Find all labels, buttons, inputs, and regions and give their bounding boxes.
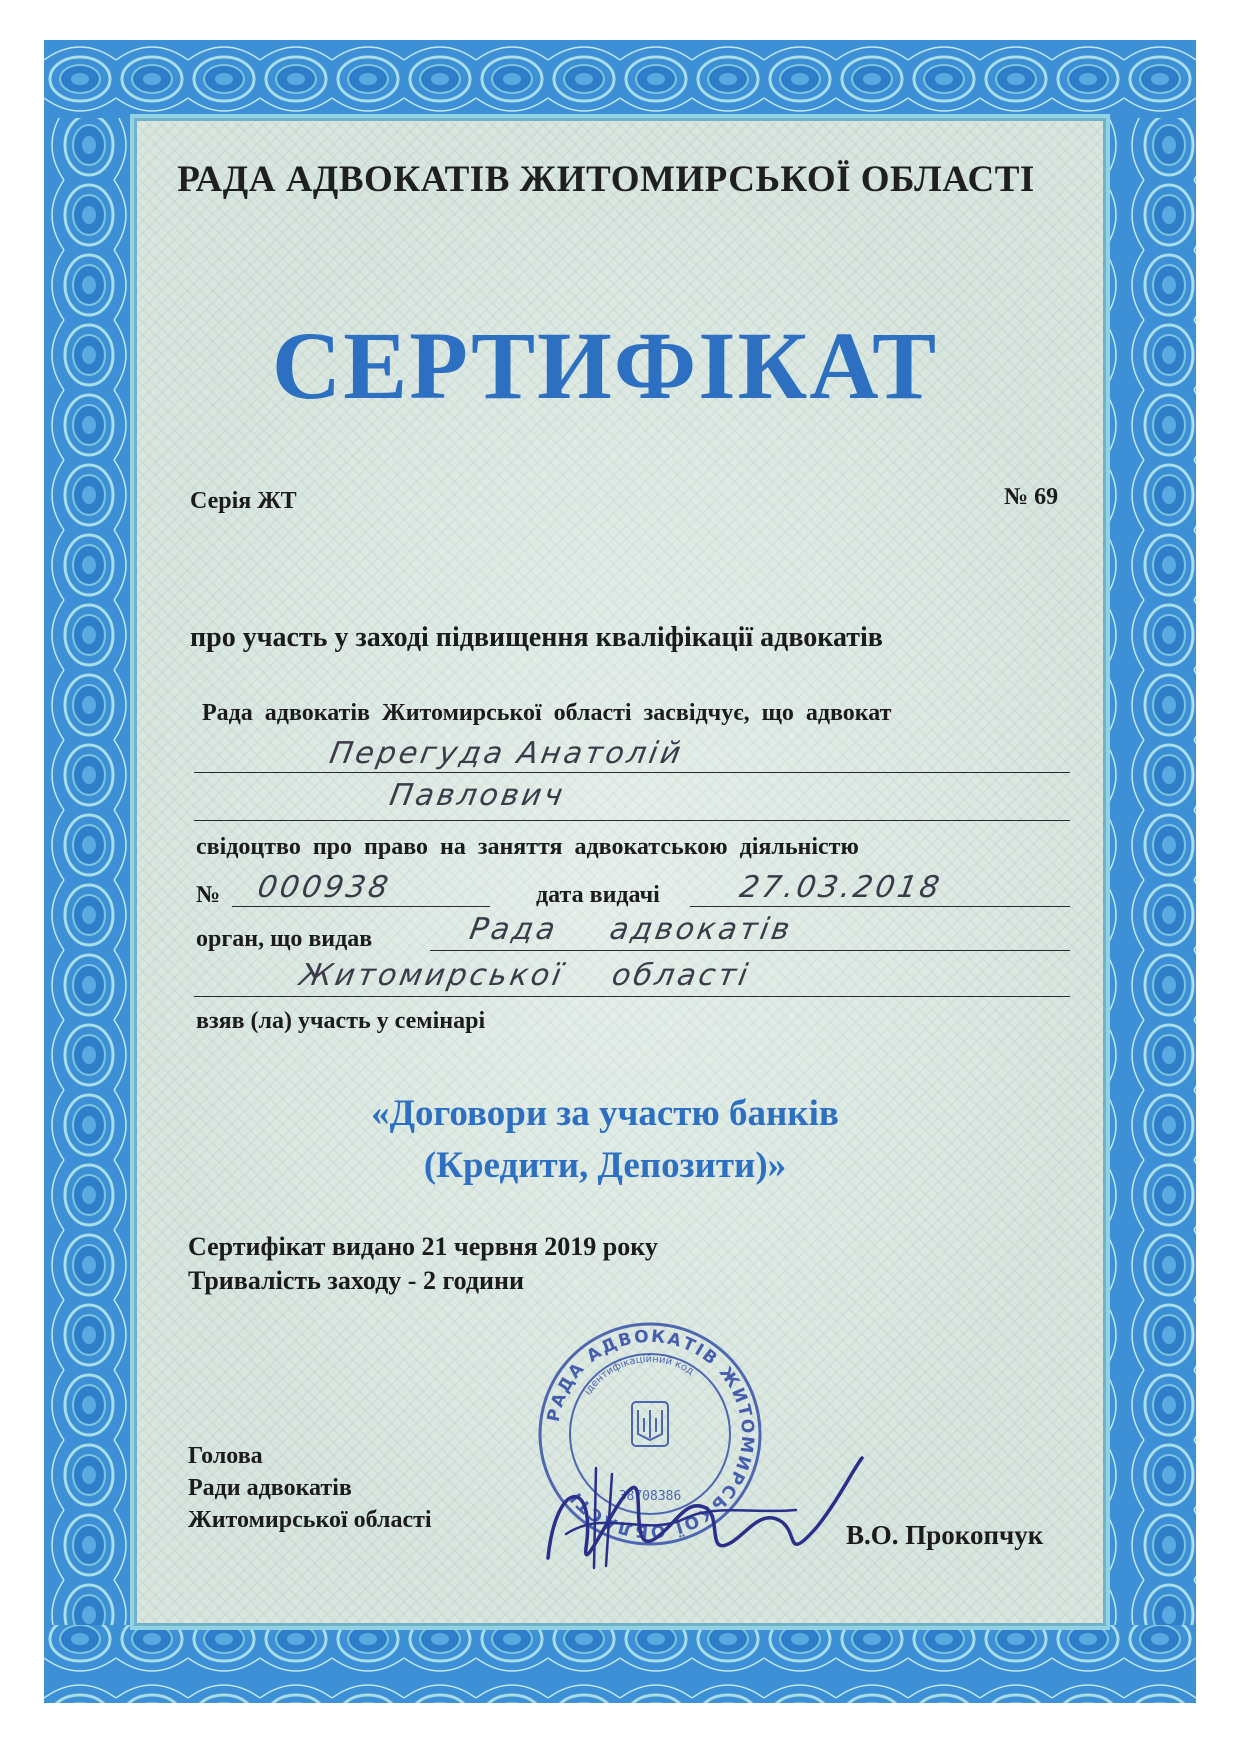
seminar-title [140,1088,1070,1192]
issued-date: Сертифікат видано 21 червня 2019 року [188,1232,658,1261]
issue-date-value: 27.03.2018 [736,870,945,905]
participation-text: взяв (ла) участь у семінарі [196,1008,486,1034]
fill-line [194,820,1070,821]
fill-line [232,906,490,907]
stamp-inner-text: ідентифікаційний код [582,1353,696,1398]
signer-role [188,1440,432,1536]
certificate-purpose: про участь у заході підвищення кваліфікації адвокатів [190,622,883,653]
stamp-code: 38708386 [618,1489,682,1504]
issuer-label: орган, що видав [196,926,373,952]
license-number-value: 000938 [254,870,394,905]
signer-role-line3: Житомирської області [188,1507,432,1533]
signer-role-line1: Голова [188,1443,263,1469]
seminar-title-line2: (Кредити, Депозити)» [423,1145,787,1186]
issuer-line1: Рада адвокатів [466,912,796,947]
handwritten-signature [536,1438,866,1588]
license-text: свідоцтво про право на заняття адвокатською діяльністю [196,834,859,860]
fill-line [194,996,1070,997]
series-label: Серія ЖТ [190,488,297,514]
signer-name: В.О. Прокопчук [846,1520,1044,1550]
issuer-line2: Житомирської області [296,958,754,993]
organization-title: РАДА АДВОКАТІВ ЖИТОМИРСЬКОЇ ОБЛАСТІ [177,159,1035,200]
license-number-label: № [196,882,221,908]
issue-date-label: дата видачі [536,882,660,908]
stamp-text: РАДА АДВОКАТІВ ЖИТОМИРСЬКОЇ ОБЛАСТІ [543,1326,758,1542]
seminar-title-line1: «Договори за участю банків [371,1093,839,1134]
certifies-text: Рада адвокатів Житомирської області засвідчує, що адвокат [202,700,892,726]
holder-name-line1: Перегуда Анатолій [326,736,687,771]
certificate-title: СЕРТИФІКАТ [271,312,939,419]
fill-line [194,772,1070,773]
holder-name-line2: Павлович [386,778,569,813]
signer-role-line2: Ради адвокатів [188,1475,352,1501]
event-duration: Тривалість заходу - 2 години [188,1266,524,1295]
fill-line [430,950,1070,951]
fill-line [690,906,1070,907]
certificate-number: № 69 [1004,484,1059,510]
